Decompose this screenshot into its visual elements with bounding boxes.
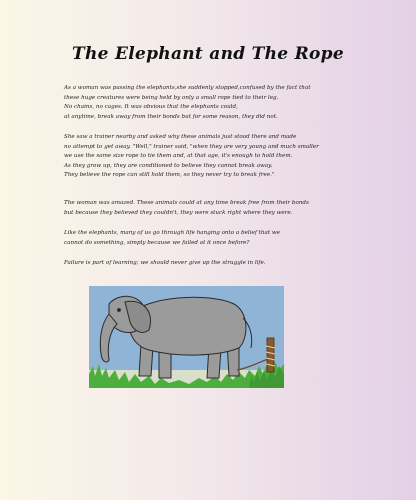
stake (266, 338, 275, 372)
paragraph-line: we use the same size rope to tie them and, at that age, it's enough to hold them. (64, 153, 293, 160)
paragraph-line: these huge creatures were being held by only a small rope tied to their leg. (64, 94, 279, 101)
paragraph-line: As a woman was passing the elephants,she suddenly stopped,confused by the fact that (64, 85, 311, 91)
paragraph-line: She saw a trainer nearby and asked why these animals just stood there and made (64, 134, 297, 140)
paragraph-2 (64, 133, 364, 181)
paragraph-line: but because they believed they couldn't, they were stuck right where they were. (64, 209, 293, 216)
paragraph-line: at anytime, break away from their bonds but for some reason, they did not. (64, 113, 278, 120)
paragraph-line: No chains, no cages. It was obvious that the elephants could, (64, 104, 238, 111)
paragraph-line: As they grow up, they are conditioned to believe they cannot break away. (64, 162, 273, 169)
paragraph-5 (64, 259, 364, 269)
elephant-illustration (89, 286, 284, 388)
paragraph-line: Like the elephants, many of us go through life hanging onto a belief that we (64, 230, 280, 236)
paragraph-3 (64, 199, 364, 218)
paragraph-1 (64, 84, 364, 122)
paragraph-line: cannot do something, simply because we failed at it once before? (64, 239, 250, 246)
elephant-drawing (89, 286, 284, 388)
page-title: The Elephant and The Rope (72, 44, 344, 64)
paragraph-4 (64, 229, 364, 248)
paragraph-line: They believe the rope can still hold them, so they never try to break free." (64, 172, 275, 179)
paragraph-line: Failure is part of learning; we should never give up the struggle in life. (64, 260, 266, 266)
paragraph-line: no attempt to get away. "Well," trainer said, "when they are very young and much smaller (64, 143, 319, 150)
paragraph-line: The woman was amazed. These animals could at any time break free from their bonds (64, 200, 309, 206)
